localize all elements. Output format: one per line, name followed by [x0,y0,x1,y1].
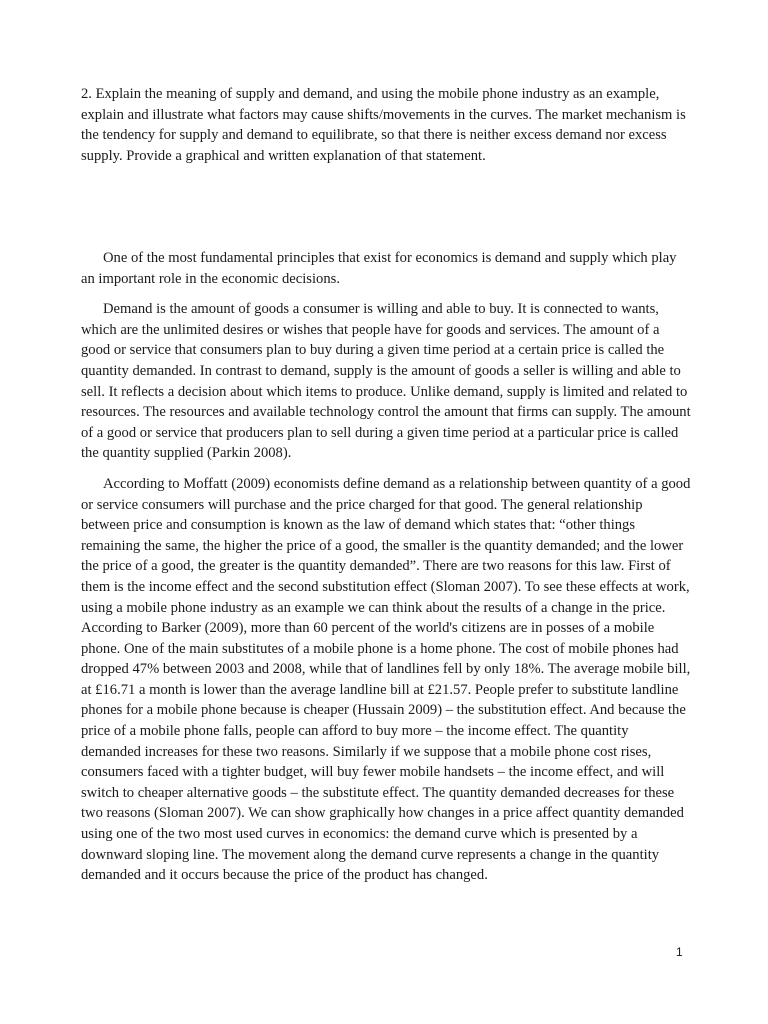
assignment-question: 2. Explain the meaning of supply and demand, and using the mobile phone industry as an example, explain and illustrate what factors may cause shifts/movements in the curves. The market mechanism is the tendency for supply and demand to equilibrate, so that there is neither excess demand nor excess supply. Provide a graphical and written explanation of that statement. [81,86,686,164]
paragraph-law-of-demand: According to Moffatt (2009) economists define demand as a relationship between quantity of a good or service consumers will purchase and the price charged for that good. The general relationship between price and consumption is known as the law of demand which states that: “other things remaining the same, the higher the price of a good, the smaller is the quantity demanded; and the lower the price of a good, the greater is the quantity demanded”. There are two reasons for this law. First of them is the income effect and the second substitution effect (Sloman 2007). To see these effects at work, using a mobile phone industry as an example we can think about the results of a change in the price. According to Barker (2009), more than 60 percent of the world's citizens are in posses of a mobile phone. One of the main substitutes of a mobile phone is a home phone. The cost of mobile phones had dropped 47% between 2003 and 2008, while that of landlines fell by only 18%. The average mobile bill, at £16.71 a month is lower than the average landline bill at £21.57. People prefer to substitute landline phones for a mobile phone because is cheaper (Hussain 2009) – the substitution effect. And because the price of a mobile phone falls, people can afford to buy more – the income effect. The quantity demanded increases for these two reasons. Similarly if we suppose that a mobile phone cost rises, consumers faced with a tighter budget, will buy fewer mobile handsets – the income effect, and will switch to cheaper alternative goods – the substitute effect. The quantity demanded decreases for these two reasons (Sloman 2007). We can show graphically how changes in a price affect quantity demanded using one of the two most used curves in economics: the demand curve which is presented by a downward sloping line. The movement along the demand curve represents a change in the quantity demanded and it occurs because the price of the product has changed. [81,475,691,884]
page-number: 1 [676,945,683,959]
paragraph-intro: One of the most fundamental principles that exist for economics is demand and supply which play an important role in the economic decisions. [81,250,677,287]
paragraph-demand-supply-definition: Demand is the amount of goods a consumer is willing and able to buy. It is connected to wants, which are the unlimited desires or wishes that people have for goods and services. The amount of a good or service that consumers plan to buy during a given time period at a certain price is called the quantity demanded. In contrast to demand, supply is the amount of goods a seller is willing and able to sell. It reflects a decision about which items to produce. Unlike demand, supply is limited and related to resources. The resources and available technology control the amount that firms can supply. The amount of a good or service that producers plan to sell during a given time period at a particular price is called the quantity supplied (Parkin 2008). [81,301,691,462]
essay-body [81,248,691,896]
